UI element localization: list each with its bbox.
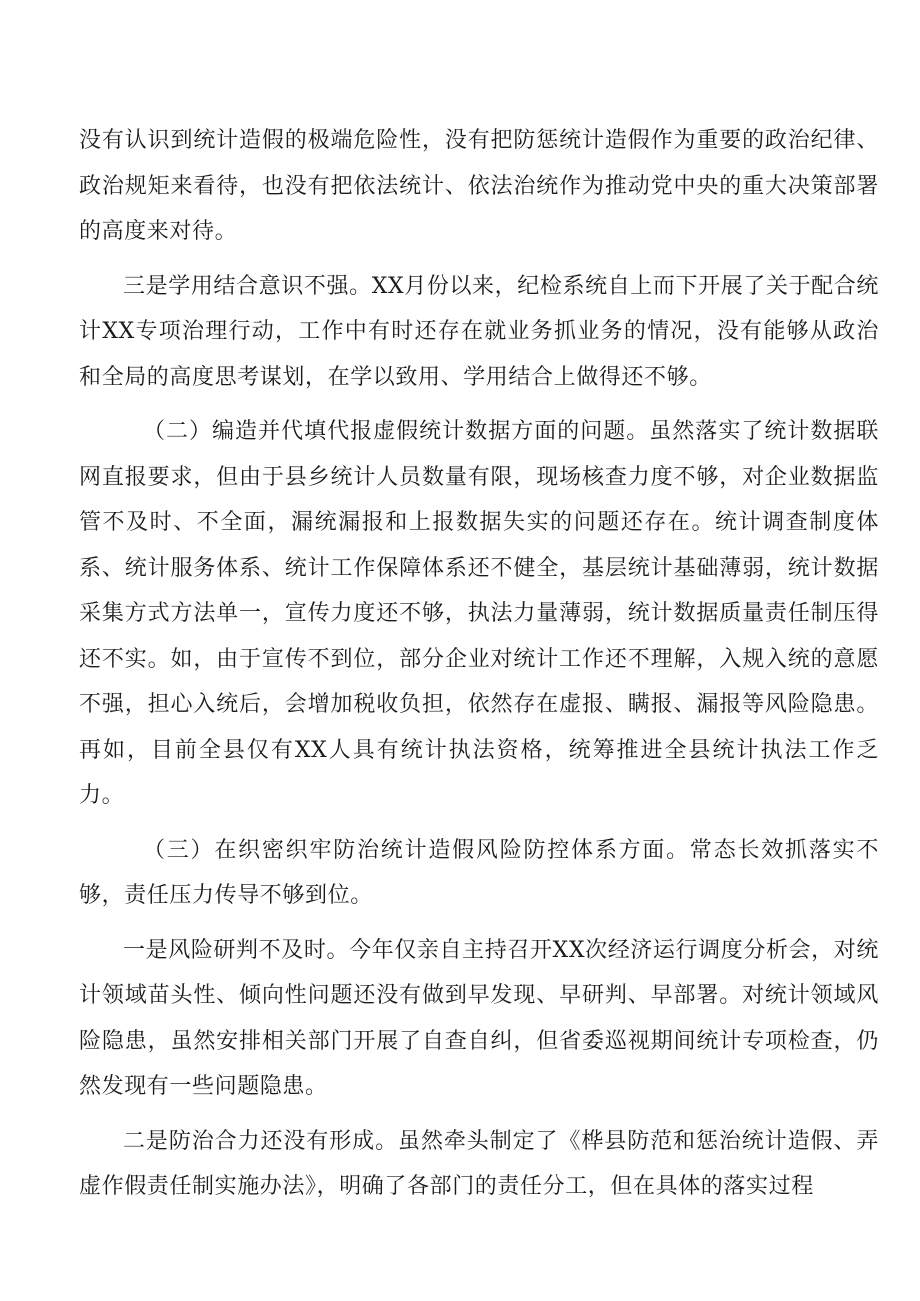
- paragraph-section-three: （三）在织密织牢防治统计造假风险防控体系方面。常态长效抓落实不够，责任压力传导不够到位。: [79, 837, 879, 908]
- paragraph-point-two: 二是防治合力还没有形成。虽然牵头制定了《桦县防范和惩治统计造假、弄虚作假责任制实施办法》，明确了各部门的责任分工，但在具体的落实过程: [79, 1128, 879, 1199]
- paragraph-point-one: 一是风险研判不及时。今年仅亲自主持召开XX次经济运行调度分析会，对统计领域苗头性、倾向性问题还没有做到早发现、早研判、早部署。对统计领域风险隐患，虽然安排相关部门开展了自查自纠，但省委巡视期间统计专项检查，仍然发现有一些问题隐患。: [79, 937, 879, 1099]
- paragraph-point-three: 三是学用结合意识不强。XX月份以来，纪检系统自上而下开展了关于配合统计XX专项治理行动，工作中有时还存在就业务抓业务的情况，没有能够从政治和全局的高度思考谋划，在学以致用、学用结合上做得还不够。: [79, 273, 879, 390]
- paragraph-continuation: 没有认识到统计造假的极端危险性，没有把防惩统计造假作为重要的政治纪律、政治规矩来看待，也没有把依法统计、依法治统作为推动党中央的重大决策部署的高度来对待。: [79, 128, 879, 244]
- document-body: [79, 118, 879, 1219]
- paragraph-section-two: （二）编造并代填代报虚假统计数据方面的问题。虽然落实了统计数据联网直报要求，但由于县乡统计人员数量有限，现场核查力度不够，对企业数据监管不及时、不全面，漏统漏报和上报数据失实的问题还存在。统计调查制度体系、统计服务体系、统计工作保障体系还不健全，基层统计基础薄弱，统计数据采集方式方法单一，宣传力度还不够，执法力量薄弱，统计数据质量责任制压得还不实。如，由于宣传不到位，部分企业对统计工作还不理解，入规入统的意愿不强，担心入统后，会增加税收负担，依然存在虚报、瞒报、漏报等风险隐患。再如，目前全县仅有XX人具有统计执法资格，统筹推进全县统计执法工作乏力。: [79, 419, 879, 808]
